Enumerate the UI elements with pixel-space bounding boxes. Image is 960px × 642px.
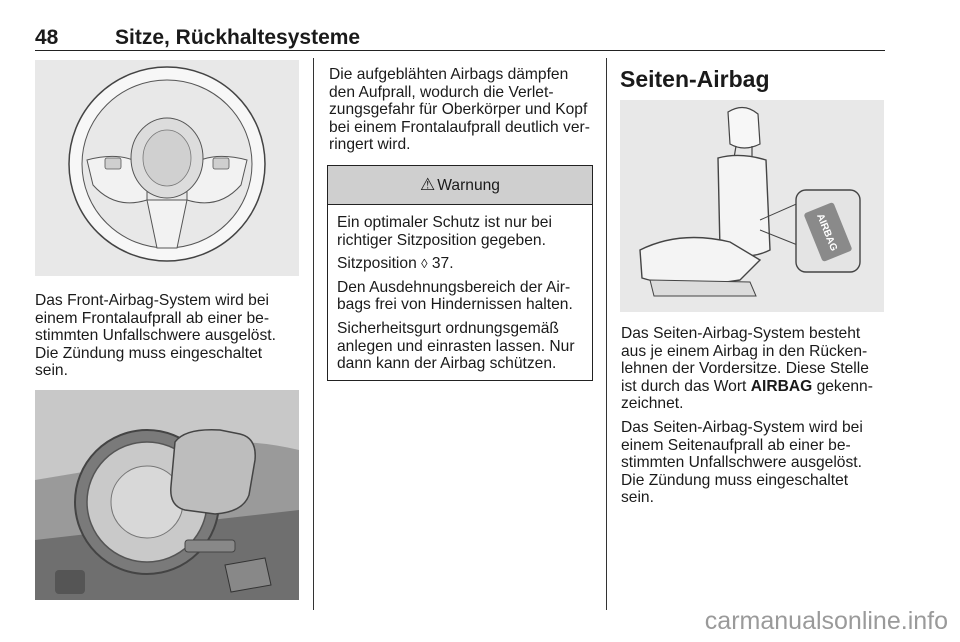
steering-wheel-illustration (35, 60, 299, 276)
text-line: Sicherheitsgurt ordnungsgemäß (337, 319, 559, 337)
text-line: Den Ausdehnungsbereich der Air- (337, 278, 571, 296)
text-line: zungsgefahr für Oberkörper und Kopf (329, 101, 588, 119)
warning-header (328, 166, 592, 205)
text-line: Das Seiten-Airbag-System besteht (621, 325, 861, 342)
text-line: einem Seitenaufprall ab einer be- (621, 436, 851, 454)
column-divider-right (606, 58, 607, 610)
watermark: carmanualsonline.info (704, 607, 948, 635)
text-line: Das Front-Airbag-System wird bei (35, 292, 269, 309)
side-airbag-illustration (620, 100, 884, 312)
page-number: 48 (35, 26, 59, 49)
text-line: sein. (35, 362, 68, 380)
text-line: Das Seiten-Airbag-System wird bei (621, 418, 863, 436)
column-divider-left (313, 58, 314, 610)
text-line: richtiger Sitzposition gegeben. (337, 231, 546, 249)
text-line: aus je einem Airbag in den Rücken- (621, 342, 868, 360)
airbag-label: AIRBAG (814, 212, 840, 253)
airbag-effect-text (329, 66, 599, 154)
warning-icon: ⚠ (420, 175, 436, 194)
page-reference[interactable]: 37. (431, 255, 454, 273)
chapter-title: Sitze, Rückhaltesysteme (115, 26, 361, 49)
warning-box (327, 165, 593, 381)
text-line: bags frei von Hindernissen halten. (337, 296, 573, 314)
text-line: den Aufprall, wodurch die Verlet- (329, 83, 554, 101)
text-line: gekenn- (812, 377, 873, 395)
front-airbag-illustration (35, 390, 299, 600)
text-line: Die Zündung muss eingeschaltet (621, 471, 849, 489)
text-line: einem Frontalaufprall ab einer be- (35, 309, 270, 327)
airbag-keyword: AIRBAG (750, 377, 813, 395)
text-line: sein. (621, 489, 654, 507)
text-line: Die aufgeblähten Airbags dämpfen (329, 66, 569, 83)
text-line: Ein optimaler Schutz ist nur bei (337, 214, 552, 231)
text-line: stimmten Unfallschwere ausgelöst. (35, 327, 276, 345)
front-airbag-text (35, 292, 305, 380)
text-line: anlegen und einrasten lassen. Nur (337, 337, 575, 355)
page-header (35, 20, 885, 51)
text-line: zeichnet. (621, 395, 684, 413)
text-line: ringert wird. (329, 136, 411, 154)
page-reference-icon: ◊ (421, 256, 428, 272)
text-line: stimmten Unfallschwere ausgelöst. (621, 454, 862, 472)
text-line: Sitzposition (337, 255, 417, 273)
text-line: lehnen der Vordersitze. Diese Stelle (621, 360, 869, 378)
section-title: Seiten-Airbag (620, 66, 770, 92)
text-line: ist durch das Wort (621, 377, 751, 395)
text-line: Die Zündung muss eingeschaltet (35, 344, 263, 362)
warning-body (328, 205, 592, 373)
text-line: dann kann der Airbag schützen. (337, 355, 557, 373)
warning-title: Warnung (437, 177, 500, 194)
text-line: bei einem Frontalaufprall deutlich ver- (329, 118, 590, 136)
side-airbag-text (621, 325, 891, 507)
